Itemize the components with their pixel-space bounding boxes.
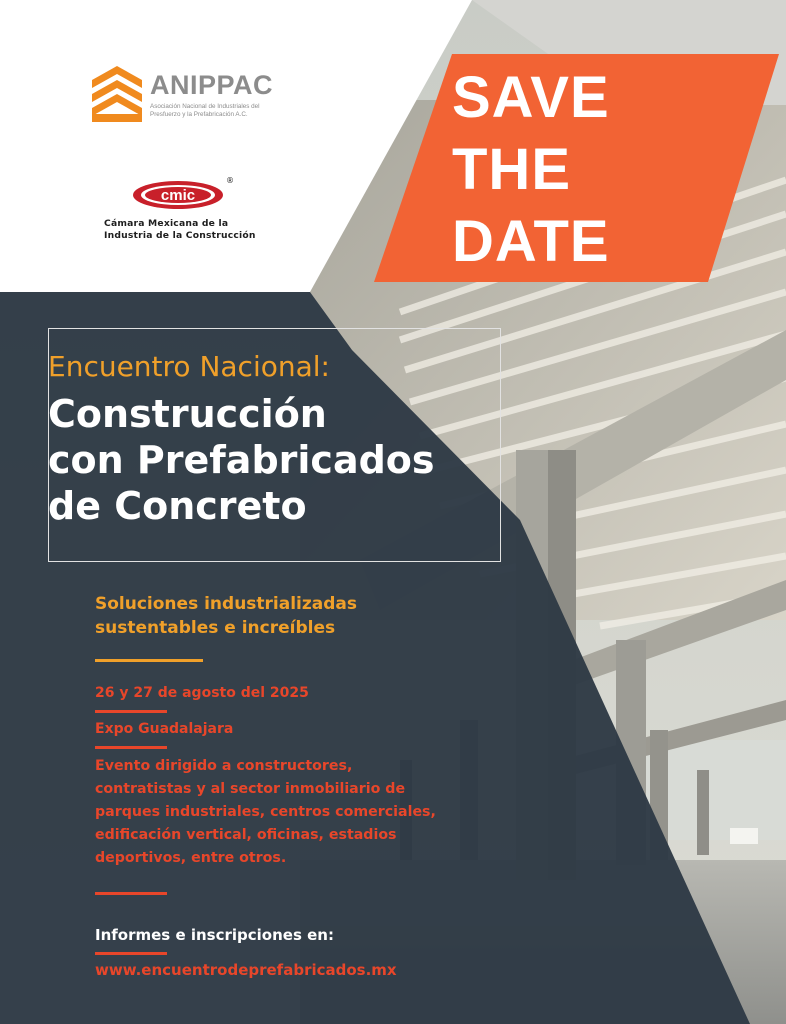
- aniippac-logo: [90, 64, 280, 126]
- cmic-registered-mark: ®: [226, 176, 234, 185]
- aniippac-name: ANIPPAC: [150, 70, 274, 100]
- website-link[interactable]: www.encuentrodeprefabricados.mx: [95, 961, 397, 979]
- event-title-line-2: con Prefabricados: [48, 438, 435, 482]
- tagline-line-2: sustentables e increíbles: [95, 618, 336, 638]
- distant-building: [730, 828, 758, 844]
- cmic-badge-text: cmic: [160, 187, 196, 204]
- description-line-3: parques industriales, centros comerciales,: [95, 804, 436, 820]
- informes-divider: [95, 952, 167, 955]
- description-line-5: deportivos, entre otros.: [95, 850, 287, 866]
- event-title-line-3: de Concreto: [48, 484, 307, 528]
- aniippac-subtitle: Asociación Nacional de Industriales del Presfuerzo y la Prefabricación A.C.: [150, 103, 260, 118]
- banner-line-1: SAVE: [452, 65, 610, 130]
- event-label: Encuentro Nacional:: [48, 350, 330, 383]
- date-divider: [95, 710, 167, 713]
- description-line-4: edificación vertical, oficinas, estadios: [95, 827, 397, 843]
- description-line-1: Evento dirigido a constructores,: [95, 758, 353, 774]
- event-title-line-1: Construcción: [48, 392, 327, 436]
- event-date: 26 y 27 de agosto del 2025: [95, 685, 309, 701]
- aniippac-chevron-icon: [90, 64, 144, 126]
- save-the-date-banner: [452, 62, 610, 278]
- tagline-divider: [95, 659, 203, 662]
- tagline-line-1: Soluciones industrializadas: [95, 594, 358, 614]
- description-line-2: contratistas y al sector inmobiliario de: [95, 781, 406, 797]
- cmic-name: Cámara Mexicana de la Industria de la Construcción: [104, 218, 256, 241]
- column-4: [697, 770, 709, 855]
- banner-line-3: DATE: [452, 209, 610, 274]
- tagline: [95, 592, 357, 640]
- description-divider: [95, 892, 167, 895]
- cmic-badge-icon: [132, 180, 224, 210]
- cmic-logo: [100, 178, 270, 248]
- event-title: [48, 391, 435, 529]
- event-venue: Expo Guadalajara: [95, 721, 234, 737]
- banner-line-2: THE: [452, 137, 571, 202]
- event-description: [95, 755, 436, 870]
- informes-label: Informes e inscripciones en:: [95, 926, 334, 944]
- venue-divider: [95, 746, 167, 749]
